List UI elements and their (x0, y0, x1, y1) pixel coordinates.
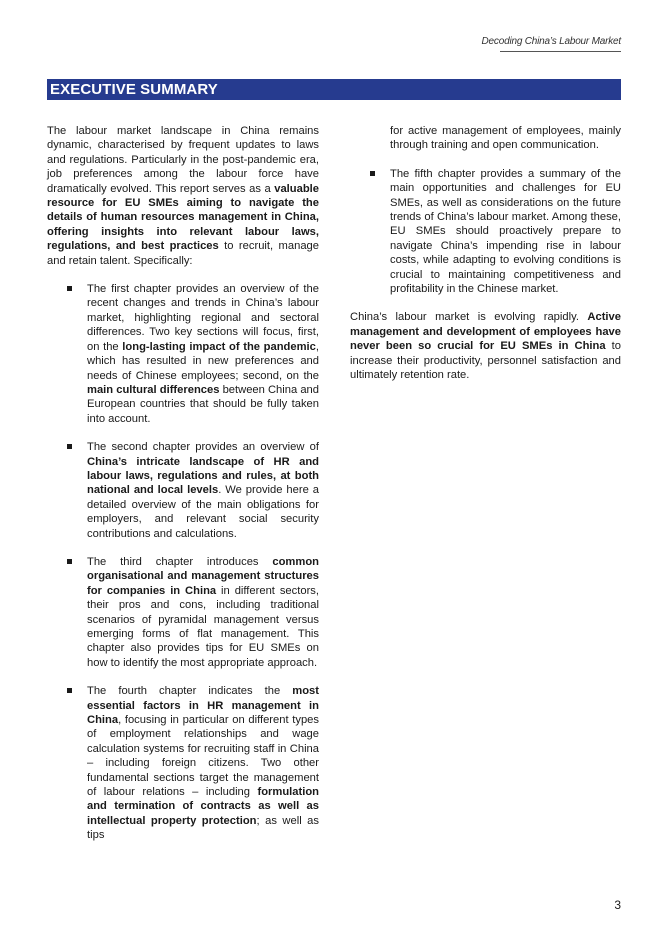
intro-paragraph (47, 124, 319, 268)
text: The third chapter introduces (87, 555, 273, 568)
text: The first chapter provides an overview of the recent changes and trends in China’s labour market, highlighting regional and sectoral differences. Two key sections will focus, first, on the (87, 283, 319, 353)
bold-text: Active management and development of employees have never been so crucial for EU SMEs in China (350, 311, 621, 353)
text: ; as well as tips (87, 814, 319, 842)
bold-text: most essential factors in HR management in China (87, 685, 319, 727)
list-item-chapter-4-continued: for active management of employees, mainly through training and open communication. (390, 125, 621, 152)
text: The second chapter provides an overview of (87, 441, 319, 454)
bold-text: long-lasting impact of the pandemic (122, 340, 316, 353)
bold-text: China’s intricate landscape of HR and labour laws, regulations and rules, at both national and local levels (87, 455, 319, 497)
text: The fifth chapter provides a summary of the main opportunities and challenges for EU SMEs, as well as considerations on the future trends of China’s labour market. Among these, EU SMEs should proactively prepare to navigate China’s impending rise in labour costs, while adapting to evolving conditions is crucial to maintaining competitiveness and profitability in the Chinese market. (390, 167, 621, 296)
text: to increase their productivity, personnel satisfaction and ultimately retention rate. (350, 340, 621, 382)
bold-text: formulation and termination of contracts as well as intellectual property protection (87, 786, 319, 827)
list-item-chapter-1 (47, 282, 319, 426)
right-column (350, 124, 621, 383)
page-number: 3 (614, 898, 621, 912)
header-title: Decoding China’s Labour Market (481, 36, 621, 47)
list-item-chapter-4 (47, 684, 319, 842)
intro-text-1: The labour market landscape in China remains dynamic, characterised by frequent updates to laws and regulations. Particularly in the post-pandemic era, job preferences among the labour force have dramatically evolved. This report serves as a (47, 125, 319, 195)
text: , which has resulted in new preferences and needs of Chinese employees; second, on the (87, 340, 319, 382)
section-heading-bar (47, 79, 621, 100)
bullet-icon (67, 559, 72, 564)
bullet-icon (67, 688, 72, 693)
chapter-list (47, 282, 319, 843)
text: China’s labour market is evolving rapidly. (350, 311, 588, 324)
chapter-list-continued (350, 167, 621, 297)
text: between China and European countries that should be fully taken into account. (87, 383, 319, 425)
closing-paragraph (350, 310, 621, 382)
bullet-icon (67, 444, 72, 449)
text: , focusing in particular on different types of employment relationships and wage calculation systems for recruiting staff in China – including foreign citizens. Two other fundamental sections target the management of labour relations – including (87, 714, 319, 799)
bold-text: common organisational and management structures for companies in China (87, 555, 319, 597)
section-title: EXECUTIVE SUMMARY (50, 81, 218, 98)
text: . We provide here a detailed overview of the main obligations for employers, and relevant social security contributions and calculations. (87, 484, 319, 540)
intro-text-2: to recruit, manage and retain talent. Specifically: (47, 240, 319, 267)
list-item-chapter-5 (350, 167, 621, 297)
text: The fourth chapter indicates the (87, 685, 293, 698)
text: in different sectors, their pros and cons, including traditional scenarios of pyramidal management versus emerging forms of flat management. This chapter also provides tips for EU SMEs on how to identify the most appropriate approach. (87, 584, 319, 669)
bullet-icon (67, 286, 72, 291)
left-column (47, 124, 319, 857)
list-item-chapter-2 (47, 440, 319, 541)
list-item-chapter-3 (47, 555, 319, 670)
intro-bold-1: valuable resource for EU SMEs aiming to navigate the details of human resources management in China, offering insights into relevant labour laws, regulations, and best practices (47, 182, 319, 253)
header-rule (500, 51, 621, 52)
bold-text: main cultural differences (87, 383, 220, 396)
bullet-icon (370, 171, 375, 176)
